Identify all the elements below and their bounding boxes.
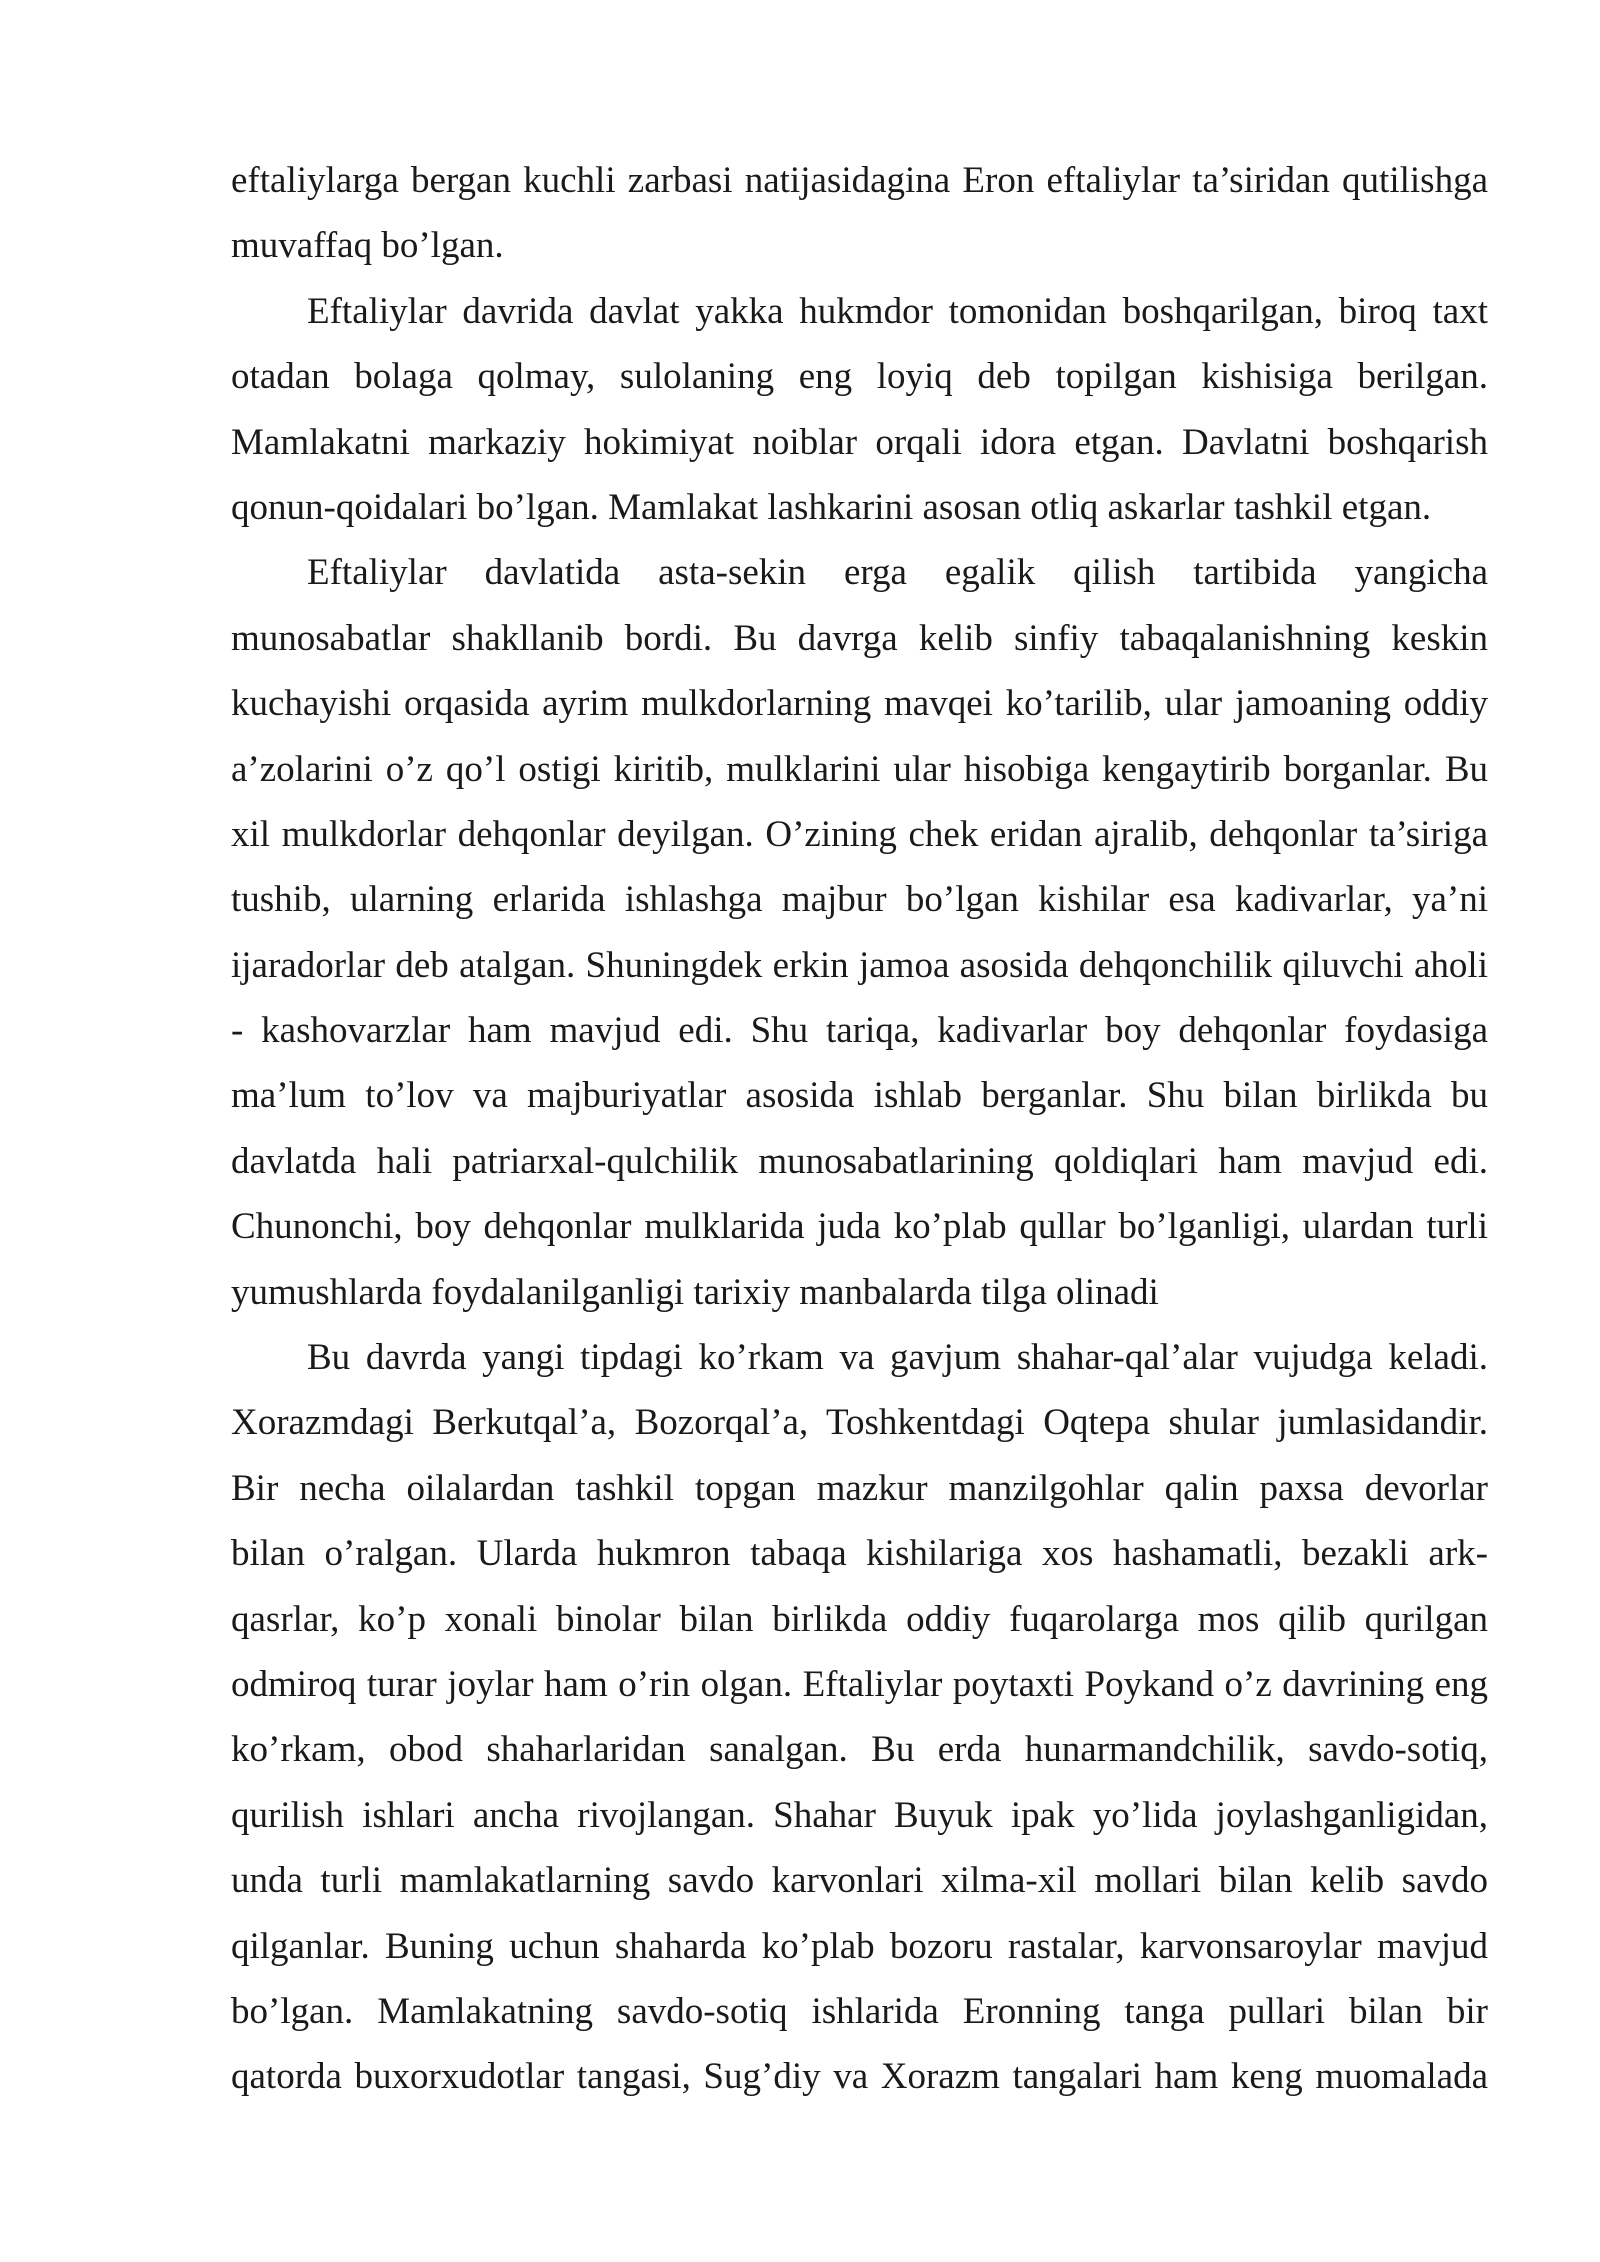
text-line: munosabatlar shakllanib bordi. Bu davrga kelib sinfiy tabaqalanishning keskin [231, 617, 1488, 659]
text-line: Bu davrda yangi tipdagi ko’rkam va gavjum shahar-qal’alar vujudga keladi. [307, 1337, 1488, 1379]
text-line: eftaliylarga bergan kuchli zarbasi natijasidagina Eron eftaliylar ta’siridan qutilishga [231, 160, 1488, 201]
text-line: davlatda hali patriarxal-qulchilik munosabatlarining qoldiqlari ham mavjud edi. [231, 1140, 1488, 1182]
text-line: Eftaliylar davrida davlat yakka hukmdor tomonidan boshqarilgan, biroq taxt [307, 290, 1488, 332]
text-line: ma’lum to’lov va majburiyatlar asosida ishlab berganlar. Shu bilan birlikda bu [231, 1075, 1488, 1117]
text-line: Chunonchi, boy dehqonlar mulklarida juda ko’plab qullar bo’lganligi, ulardan turli [231, 1206, 1488, 1248]
text-line: Xorazmdagi Berkutqal’a, Bozorqal’a, Toshkentdagi Oqtepa shular jumlasidandir. [231, 1402, 1488, 1444]
document-body [231, 148, 1488, 2110]
text-line: ijaradorlar deb atalgan. Shuningdek erkin jamoa asosida dehqonchilik qiluvchi aholi [231, 944, 1488, 986]
text-line: Mamlakatni markaziy hokimiyat noiblar orqali idora etgan. Davlatni boshqarish [231, 421, 1488, 463]
text-line: qonun-qoidalari bo’lgan. Mamlakat lashkarini asosan otliq askarlar tashkil etgan. [231, 486, 1432, 528]
text-line: Bir necha oilalardan tashkil topgan mazkur manzilgohlar qalin paxsa devorlar [231, 1467, 1488, 1509]
text-line: unda turli mamlakatlarning savdo karvonlari xilma-xil mollari bilan kelib savdo [231, 1860, 1488, 1902]
text-line: ko’rkam, obod shaharlaridan sanalgan. Bu erda hunarmandchilik, savdo-sotiq, [231, 1729, 1488, 1771]
text-line: xil mulkdorlar dehqonlar deyilgan. O’zining chek eridan ajralib, dehqonlar ta’siriga [231, 813, 1488, 855]
text-line: bilan o’ralgan. Ularda hukmron tabaqa kishilariga xos hashamatli, bezakli ark- [231, 1533, 1488, 1575]
text-line: Eftaliylar davlatida asta-sekin erga egalik qilish tartibida yangicha [307, 552, 1488, 594]
text-line: muvaffaq bo’lgan. [231, 225, 504, 267]
text-line: tushib, ularning erlarida ishlashga majbur bo’lgan kishilar esa kadivarlar, ya’ni [231, 879, 1488, 921]
text-line: qilganlar. Buning uchun shaharda ko’plab bozoru rastalar, karvonsaroylar mavjud [231, 1925, 1488, 1967]
text-line: - kashovarzlar ham mavjud edi. Shu tariqa, kadivarlar boy dehqonlar foydasiga [231, 1010, 1488, 1052]
text-line: otadan bolaga qolmay, sulolaning eng loyiq deb topilgan kishisiga berilgan. [231, 356, 1488, 398]
paragraph [231, 279, 1488, 541]
text-line: a’zolarini o’z qo’l ostigi kiritib, mulklarini ular hisobiga kengaytirib borganlar. Bu [231, 748, 1488, 790]
paragraph [231, 148, 1488, 279]
paragraph [231, 540, 1488, 1325]
text-line: qatorda buxorxudotlar tangasi, Sug’diy va Xorazm tangalari ham keng muomalada [231, 2056, 1488, 2098]
text-line: kuchayishi orqasida ayrim mulkdorlarning mavqei ko’tarilib, ular jamoaning oddiy [231, 683, 1488, 725]
text-line: qurilish ishlari ancha rivojlangan. Shahar Buyuk ipak yo’lida joylashganligidan, [231, 1794, 1488, 1836]
text-line: odmiroq turar joylar ham o’rin olgan. Eftaliylar poytaxti Poykand o’z davrining eng [231, 1663, 1488, 1705]
text-line: qasrlar, ko’p xonali binolar bilan birlikda oddiy fuqarolarga mos qilib qurilgan [231, 1598, 1488, 1640]
text-line: yumushlarda foydalanilganligi tarixiy manbalarda tilga olinadi [231, 1271, 1159, 1313]
text-line: bo’lgan. Mamlakatning savdo-sotiq ishlarida Eronning tanga pullari bilan bir [231, 1990, 1488, 2032]
paragraph [231, 1325, 1488, 2110]
